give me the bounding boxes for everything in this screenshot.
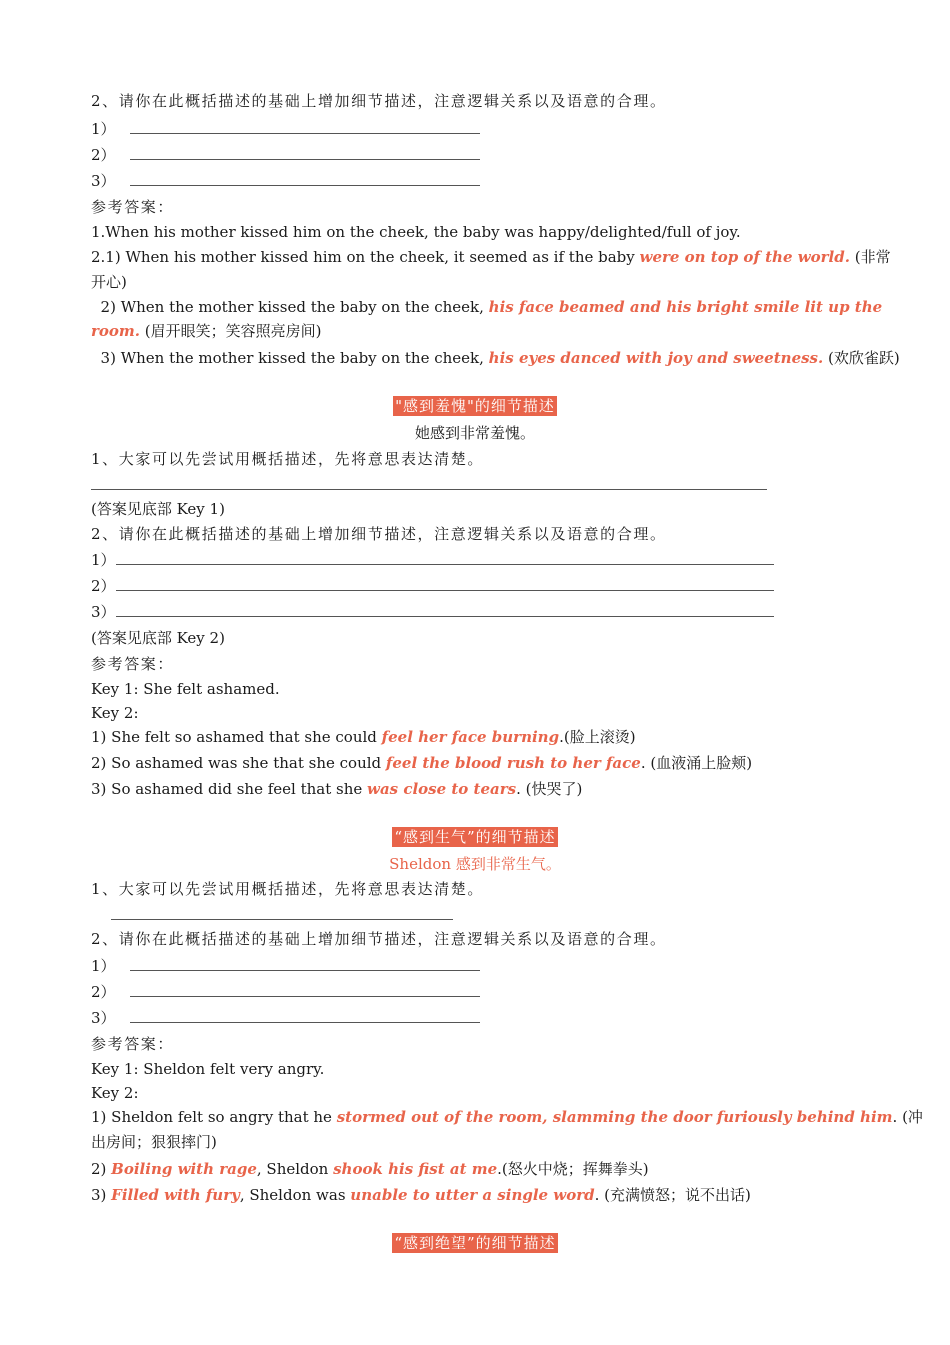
s2-step2: 2、请你在此概括描述的基础上增加细节描述，注意逻辑关系以及语意的合理。 — [91, 525, 667, 543]
highlight-phrase: his eyes danced with joy and sweetness. — [488, 349, 824, 367]
text: 3) — [91, 1186, 112, 1204]
s3-blank-3 — [91, 1009, 480, 1027]
blank-label: 3） — [91, 1009, 116, 1027]
text: 2) — [91, 1160, 112, 1178]
s2-key1: Key 1: She felt ashamed. — [91, 680, 280, 698]
s2-blank-1 — [91, 551, 774, 569]
text: 3) When the mother kissed the baby on the cheek, — [91, 349, 489, 367]
s4-title — [0, 1233, 950, 1253]
text: 1) Sheldon felt so angry that he — [91, 1108, 337, 1126]
s1-blank-2 — [91, 146, 480, 164]
highlight-phrase: was close to tears — [367, 780, 517, 798]
s3-reference-heading: 参考答案： — [91, 1035, 175, 1053]
s2-line-1 — [91, 728, 636, 746]
s2-long-blank — [91, 476, 767, 494]
blank-label: 1） — [91, 120, 116, 138]
text: 2.1) When his mother kissed him on the cheek, it seemed as if the baby — [91, 248, 640, 266]
s3-short-blank — [91, 906, 453, 924]
s1-answer-2-cont: 开心) — [91, 273, 127, 291]
s3-key2: Key 2: — [91, 1084, 139, 1102]
text: . (快哭了) — [516, 780, 583, 798]
text: , Sheldon was — [239, 1186, 351, 1204]
text: . (充满愤怒；说不出话) — [594, 1186, 751, 1204]
s3-line-1 — [91, 1108, 923, 1126]
s1-answer-4 — [91, 349, 900, 367]
blank-label: 2） — [91, 146, 116, 164]
s2-note1: (答案见底部 Key 1) — [91, 500, 225, 518]
s2-subtitle: 她感到非常羞愧。 — [414, 424, 535, 442]
text: 1) She felt so ashamed that she could — [91, 728, 382, 746]
blank-label: 2） — [91, 577, 116, 595]
s3-line-1-cont: 出房间；狠狠摔门) — [91, 1133, 217, 1151]
s1-answer-3 — [91, 298, 882, 316]
text: , Sheldon — [256, 1160, 334, 1178]
text: (眉开眼笑；笑容照亮房间) — [140, 322, 322, 340]
text: .(脸上滚烫) — [559, 728, 636, 746]
highlight-phrase: feel the blood rush to her face — [385, 754, 641, 772]
s2-step1: 1、大家可以先尝试用概括描述，先将意思表达清楚。 — [91, 450, 484, 468]
s3-line-2 — [91, 1160, 649, 1178]
blank-label: 3） — [91, 603, 116, 621]
s2-line-3 — [91, 780, 582, 798]
s2-blank-2 — [91, 577, 774, 595]
blank-label: 1） — [91, 957, 116, 975]
answer-blank[interactable] — [116, 577, 774, 591]
s3-line-3 — [91, 1186, 751, 1204]
text: .(怒火中烧；挥舞拳头) — [497, 1160, 649, 1178]
text: 2) So ashamed was she that she could — [91, 754, 386, 772]
s3-subtitle: Sheldon 感到非常生气。 — [389, 855, 561, 873]
s1-answer-2 — [91, 248, 891, 266]
text: . (血液涌上脸颊) — [640, 754, 753, 772]
s1-reference-heading: 参考答案： — [91, 198, 175, 216]
s2-title — [0, 396, 950, 416]
answer-blank[interactable] — [111, 906, 453, 920]
blank-label: 3） — [91, 172, 116, 190]
answer-blank[interactable] — [130, 172, 480, 186]
highlight-phrase: were on top of the world. — [639, 248, 850, 266]
s3-blank-2 — [91, 983, 480, 1001]
s2-line-2 — [91, 754, 752, 772]
answer-blank[interactable] — [130, 957, 480, 971]
s3-title — [0, 827, 950, 847]
highlight-phrase: room. — [91, 322, 141, 340]
s2-note2: (答案见底部 Key 2) — [91, 629, 225, 647]
s3-blank-1 — [91, 957, 480, 975]
blank-label: 2） — [91, 983, 116, 1001]
s3-key1: Key 1: Sheldon felt very angry. — [91, 1060, 325, 1078]
s1-step2: 2、请你在此概括描述的基础上增加细节描述，注意逻辑关系以及语意的合理。 — [91, 92, 667, 110]
highlight-phrase: stormed out of the room, slamming the door furiously behind him — [336, 1108, 893, 1126]
s2-reference-heading: 参考答案： — [91, 655, 175, 673]
text: . (冲 — [892, 1108, 923, 1126]
answer-blank[interactable] — [116, 551, 774, 565]
answer-blank[interactable] — [130, 120, 480, 134]
highlight-phrase: feel her face burning — [381, 728, 560, 746]
section-title: “感到生气”的细节描述 — [394, 828, 556, 846]
highlight-phrase: shook his fist at me — [333, 1160, 498, 1178]
s1-blank-3 — [91, 172, 480, 190]
answer-blank[interactable] — [130, 983, 480, 997]
text: 2) When the mother kissed the baby on the cheek, — [91, 298, 489, 316]
answer-blank[interactable] — [91, 476, 767, 490]
blank-label: 1） — [91, 551, 116, 569]
answer-blank[interactable] — [116, 603, 774, 617]
highlight-phrase: Boiling with rage — [111, 1160, 257, 1178]
text: (非常 — [849, 248, 891, 266]
s2-key2: Key 2: — [91, 704, 139, 722]
highlight-phrase: unable to utter a single word — [350, 1186, 595, 1204]
text: 3) So ashamed did she feel that she — [91, 780, 368, 798]
answer-blank[interactable] — [130, 1009, 480, 1023]
answer-blank[interactable] — [130, 146, 480, 160]
s1-blank-1 — [91, 120, 480, 138]
s2-blank-3 — [91, 603, 774, 621]
highlight-phrase: Filled with fury — [111, 1186, 240, 1204]
text: (欢欣雀跃) — [823, 349, 900, 367]
s1-answer-3-cont — [91, 322, 322, 340]
s1-answer-1: 1.When his mother kissed him on the cheek, the baby was happy/delighted/full of joy. — [91, 223, 741, 241]
s3-step1: 1、大家可以先尝试用概括描述，先将意思表达清楚。 — [91, 880, 484, 898]
s3-step2: 2、请你在此概括描述的基础上增加细节描述，注意逻辑关系以及语意的合理。 — [91, 930, 667, 948]
highlight-phrase: his face beamed and his bright smile lit up the — [488, 298, 883, 316]
section-title: "感到羞愧"的细节描述 — [395, 397, 555, 415]
section-title: “感到绝望”的细节描述 — [394, 1234, 556, 1252]
